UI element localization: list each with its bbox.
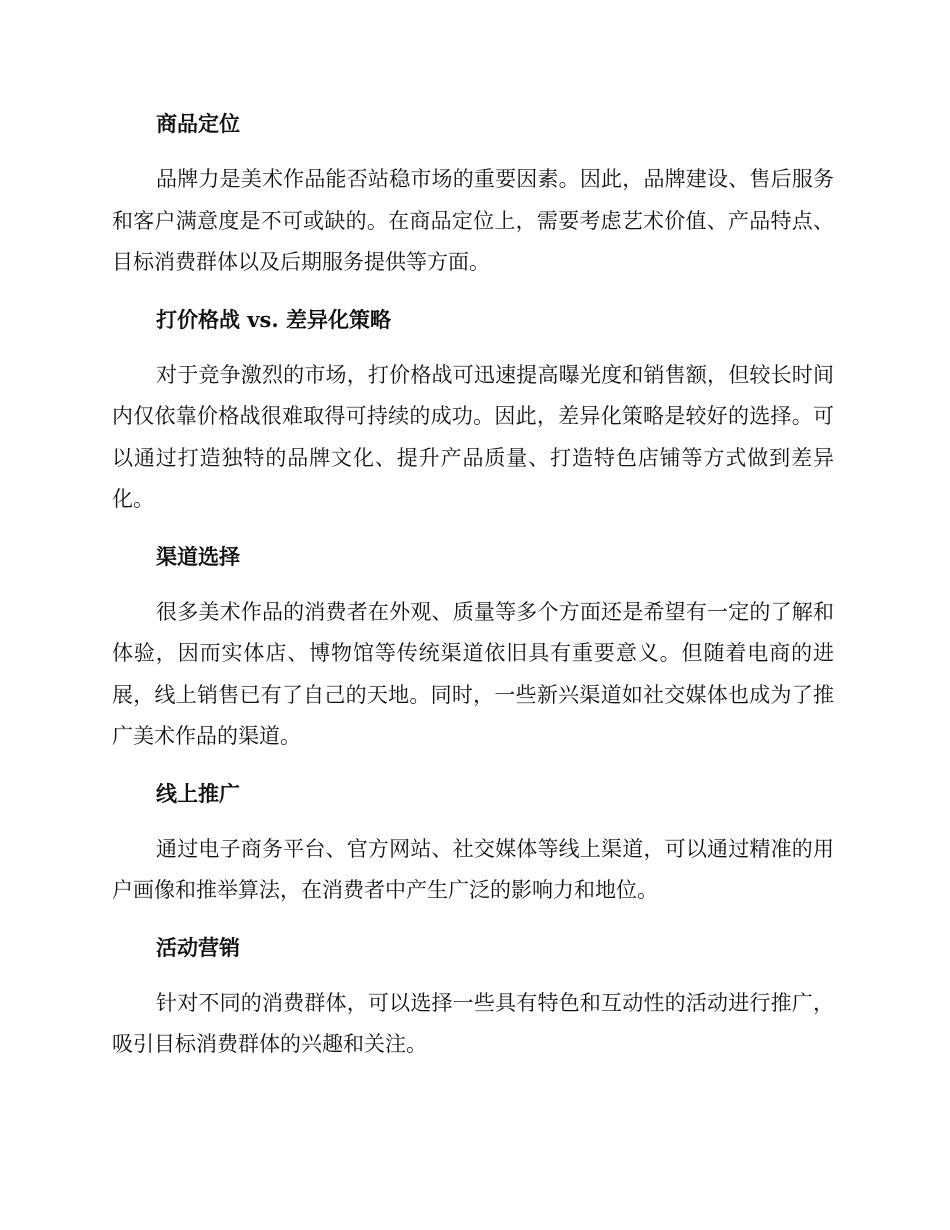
- section-paragraph: 很多美术作品的消费者在外观、质量等多个方面还是希望有一定的了解和体验，因而实体店、博物馆等传统渠道依旧具有重要意义。但随着电商的进展，线上销售已有了自己的天地。同时，一些新兴渠道如社交媒体也成为了推广美术作品的渠道。: [112, 599, 834, 748]
- section-heading: 渠道选择: [156, 543, 240, 569]
- section-paragraph: 针对不同的消费群体，可以选择一些具有特色和互动性的活动进行推广，吸引目标消费群体的兴趣和关注。: [112, 990, 834, 1056]
- section-paragraph: 通过电子商务平台、官方网站、社交媒体等线上渠道，可以通过精准的用户画像和推举算法，在消费者中产生广泛的影响力和地位。: [112, 836, 834, 902]
- section-paragraph: 对于竞争激烈的市场，打价格战可迅速提高曝光度和销售额，但较长时间内仅依靠价格战很难取得可持续的成功。因此，差异化策略是较好的选择。可以通过打造独特的品牌文化、提升产品质量、打造特色店铺等方式做到差异化。: [112, 362, 834, 511]
- section-paragraph: 品牌力是美术作品能否站稳市场的重要因素。因此，品牌建设、售后服务和客户满意度是不可或缺的。在商品定位上，需要考虑艺术价值、产品特点、目标消费群体以及后期服务提供等方面。: [112, 167, 834, 274]
- section-heading: 商品定位: [156, 111, 240, 136]
- document-page: [112, 104, 834, 1066]
- section-heading: 线上推广: [156, 780, 240, 806]
- section-heading: 打价格战 vs. 差异化策略: [156, 306, 391, 332]
- section-heading: 活动营销: [156, 934, 240, 960]
